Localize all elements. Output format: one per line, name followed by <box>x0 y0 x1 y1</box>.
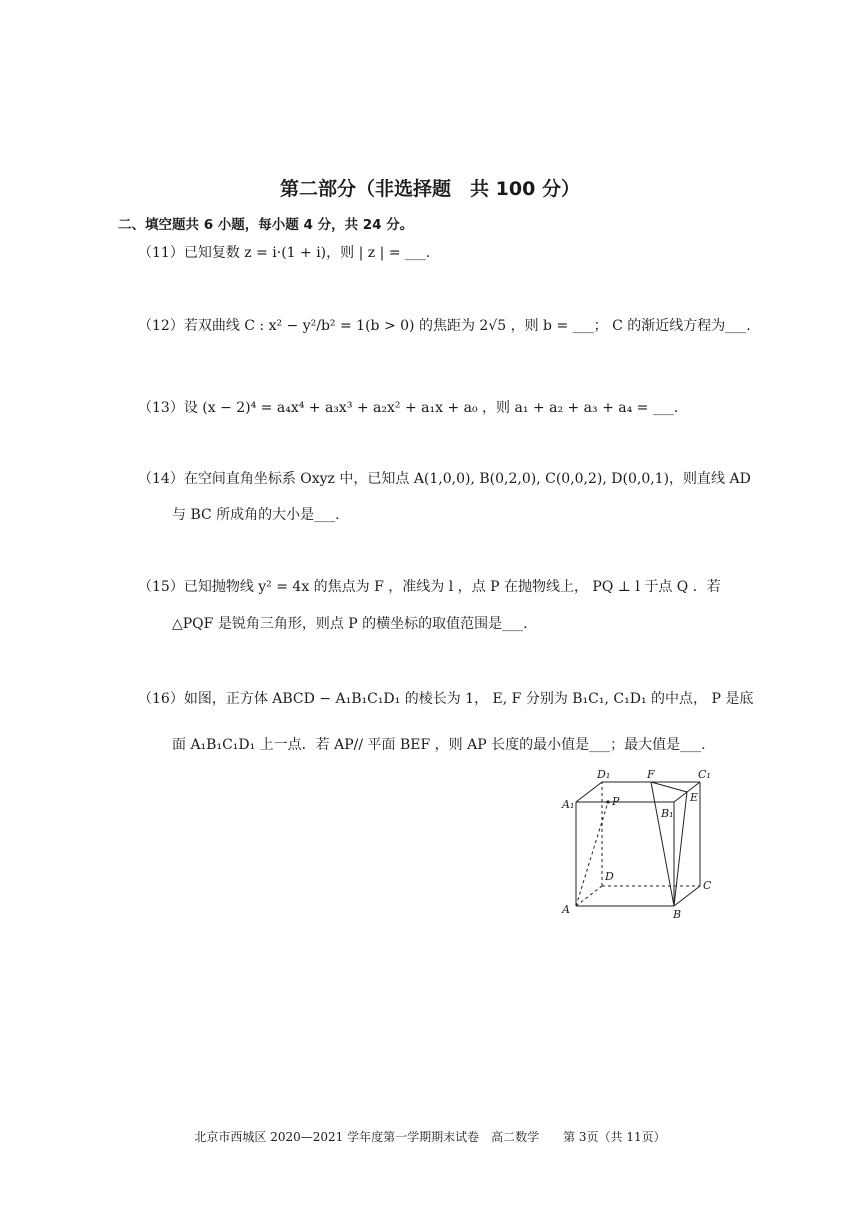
segment-B-E <box>674 792 687 906</box>
label-D: D <box>605 870 614 883</box>
page-footer: 北京市西城区 2020—2021 学年度第一学期期末试卷 高二数学 第 3页（共 11页） <box>194 1130 666 1144</box>
part-title: 第二部分（非选择题 共 100 分） <box>280 178 580 200</box>
cube-figure <box>556 760 726 922</box>
label-A: A <box>562 903 570 916</box>
section-heading: 二、填空题共 6 小题，每小题 4 分，共 24 分。 <box>118 217 414 233</box>
label-P: P <box>612 795 620 808</box>
label-C1: C₁ <box>698 768 711 781</box>
segment-B-F <box>651 782 674 906</box>
label-E: E <box>690 791 699 804</box>
question-14-continuation: 与 BC 所成角的大小是___. <box>172 507 340 523</box>
question-14: （14）在空间直角坐标系 Oxyz 中，已知点 A(1,0,0), B(0,2,0), C(0,0,2), D(0,0,1)，则直线 AD <box>138 471 751 487</box>
question-16-continuation: 面 A₁B₁C₁D₁ 上一点．若 AP// 平面 BEF ，则 AP 长度的最小值是___；最大值是___. <box>172 737 706 753</box>
point-P <box>606 800 609 803</box>
segment-E-F <box>651 782 687 792</box>
edge-B-C <box>674 886 700 906</box>
question-11: （11）已知复数 z = i·(1 + i)，则 | z | = ___. <box>138 245 431 261</box>
label-B: B <box>673 908 682 921</box>
question-12: （12）若双曲线 C : x² − y²/b² = 1(b > 0) 的焦距为 2√5 ，则 b = ___； C 的渐近线方程为___. <box>138 318 751 334</box>
label-D1: D₁ <box>597 768 611 781</box>
question-15: （15）已知抛物线 y² = 4x 的焦点为 F ，准线为 l ，点 P 在抛物线上， PQ ⊥ l 于点 Q ．若 <box>138 579 721 595</box>
question-13: （13）设 (x − 2)⁴ = a₄x⁴ + a₃x³ + a₂x² + a₁x + a₀ ，则 a₁ + a₂ + a₃ + a₄ = ___. <box>138 400 679 416</box>
question-15-continuation: △PQF 是锐角三角形，则点 P 的横坐标的取值范围是___. <box>172 616 528 632</box>
question-16: （16）如图，正方体 ABCD − A₁B₁C₁D₁ 的棱长为 1， E, F 分别为 B₁C₁, C₁D₁ 的中点， P 是底 <box>138 691 754 707</box>
hidden-edge-A-D <box>576 886 602 906</box>
label-F: F <box>647 768 655 781</box>
label-C: C <box>703 879 712 892</box>
label-B1: B₁ <box>661 807 674 820</box>
segment-A-P <box>576 802 608 906</box>
edge-A1-D1 <box>576 782 602 802</box>
label-A1: A₁ <box>562 798 575 811</box>
